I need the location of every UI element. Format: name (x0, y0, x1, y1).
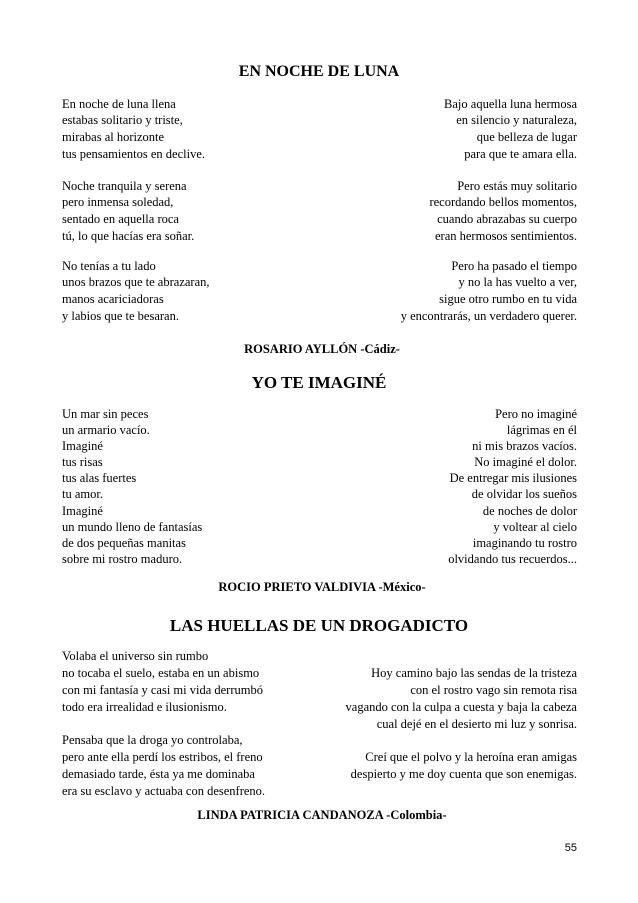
verse-line: No imaginé el dolor. (474, 455, 577, 470)
verse-line: sentado en aquella roca (62, 212, 179, 226)
verse-line: sigue otro rumbo en tu vida (439, 292, 577, 306)
verse-line: olvidando tus recuerdos... (448, 551, 577, 566)
verse-line: con el rostro vago sin remota risa (410, 682, 577, 697)
verse-line: de dos pequeñas manitas (62, 535, 186, 550)
verse-line: Pensaba que la droga yo controlaba, (62, 732, 243, 747)
stanza-left (62, 406, 202, 567)
verse-line: y no la has vuelto a ver, (458, 275, 577, 290)
verse-line: tu amor. (62, 487, 103, 502)
verse-line: demasiado tarde, ésta ya me dominaba (62, 766, 255, 781)
verse-line: sobre mi rostro maduro. (62, 551, 183, 566)
verse-line: Noche tranquila y serena (62, 178, 187, 193)
verse-line: todo era irrealidad e ilusionismo. (62, 699, 227, 714)
verse-line: Hoy camino bajo las sendas de la tristeza (371, 665, 577, 680)
stanza-left (62, 732, 265, 800)
verse-line: Volaba el universo sin rumbo (62, 648, 209, 663)
verse-line: imaginando tu rostro (472, 535, 577, 550)
verse-line: Pero ha pasado el tiempo (451, 258, 577, 273)
verse-line: Imaginé (62, 439, 103, 454)
stanza-right (429, 178, 577, 245)
verse-line: que belleza de lugar (476, 130, 577, 144)
verse-line: tus risas (62, 455, 103, 470)
poem-author: ROSARIO AYLLÓN -Cádiz- (244, 342, 400, 356)
verse-line: tú, lo que hacías era soñar. (62, 228, 195, 243)
verse-line: Pero estás muy solitario (457, 178, 577, 193)
verse-line: estabas solitario y triste, (62, 113, 183, 128)
verse-line: De entregar mis ilusiones (449, 471, 577, 486)
poem-title: LAS HUELLAS DE UN DROGADICTO (169, 616, 469, 635)
verse-line: mirabas al horizonte (62, 130, 165, 144)
verse-line: No tenías a tu lado (62, 258, 156, 273)
poem-author: ROCIO PRIETO VALDIVIA -México- (218, 580, 426, 594)
verse-line: y encontrarás, un verdadero querer. (400, 308, 577, 323)
verse-line: En noche de luna llena (62, 96, 176, 111)
stanza-left (62, 648, 263, 716)
verse-line: tus alas fuertes (62, 471, 137, 486)
poem-title: YO TE IMAGINÉ (251, 373, 387, 392)
verse-line: cual dejé en el desierto mi luz y sonrisa. (376, 716, 577, 731)
verse-line: y labios que te besaran. (62, 308, 179, 323)
verse-line: pero inmensa soledad, (62, 195, 174, 210)
verse-line: ni mis brazos vacíos. (472, 439, 577, 454)
poem-title: EN NOCHE DE LUNA (238, 63, 400, 80)
stanza-right (401, 258, 577, 325)
verse-line: y voltear al cielo (493, 519, 577, 534)
verse-line: pero ante ella perdí los estribos, el freno (62, 749, 263, 764)
verse-line: de noches de dolor (482, 503, 577, 518)
verse-line: con mi fantasía y casi mi vida derrumbó (62, 682, 263, 697)
verse-line: recordando bellos momentos, (429, 195, 577, 210)
verse-line: vagando con la culpa a cuesta y baja la cabeza (345, 699, 577, 714)
verse-line: Pero no imaginé (495, 407, 577, 421)
verse-line: despierto y me doy cuenta que son enemigas. (350, 766, 577, 781)
stanza-right (444, 96, 577, 163)
verse-line: Bajo aquella luna hermosa (444, 96, 577, 111)
verse-line: eran hermosos sentimientos. (435, 228, 577, 243)
page-number: 55 (564, 842, 577, 854)
verse-line: cuando abrazabas su cuerpo (437, 212, 577, 226)
verse-line: en silencio y naturaleza, (456, 113, 577, 128)
verse-line: tus pensamientos en declive. (62, 146, 206, 161)
stanza-left (62, 178, 194, 245)
stanza-left (62, 258, 210, 325)
verse-line: Un mar sin peces (62, 407, 149, 421)
stanza-right (351, 749, 577, 783)
verse-line: para que te amara ella. (464, 146, 577, 161)
verse-line: un armario vacío. (62, 423, 150, 438)
verse-line: unos brazos que te abrazaran, (62, 275, 210, 290)
verse-line: era su esclavo y actuaba con desenfreno. (62, 783, 266, 798)
stanza-right (448, 406, 577, 567)
verse-line: Creí que el polvo y la heroína eran amigas (365, 749, 577, 764)
verse-line: de olvidar los sueños (471, 487, 577, 502)
stanza-left (62, 96, 205, 163)
verse-line: manos acariciadoras (62, 292, 164, 306)
verse-line: lágrimas en él (506, 423, 577, 438)
verse-line: Imaginé (62, 503, 103, 518)
poem-author: LINDA PATRICIA CANDANOZA -Colombia- (197, 808, 447, 822)
verse-line: un mundo lleno de fantasías (62, 519, 203, 534)
stanza-right (346, 665, 577, 733)
verse-line: no tocaba el suelo, estaba en un abismo (62, 665, 260, 680)
